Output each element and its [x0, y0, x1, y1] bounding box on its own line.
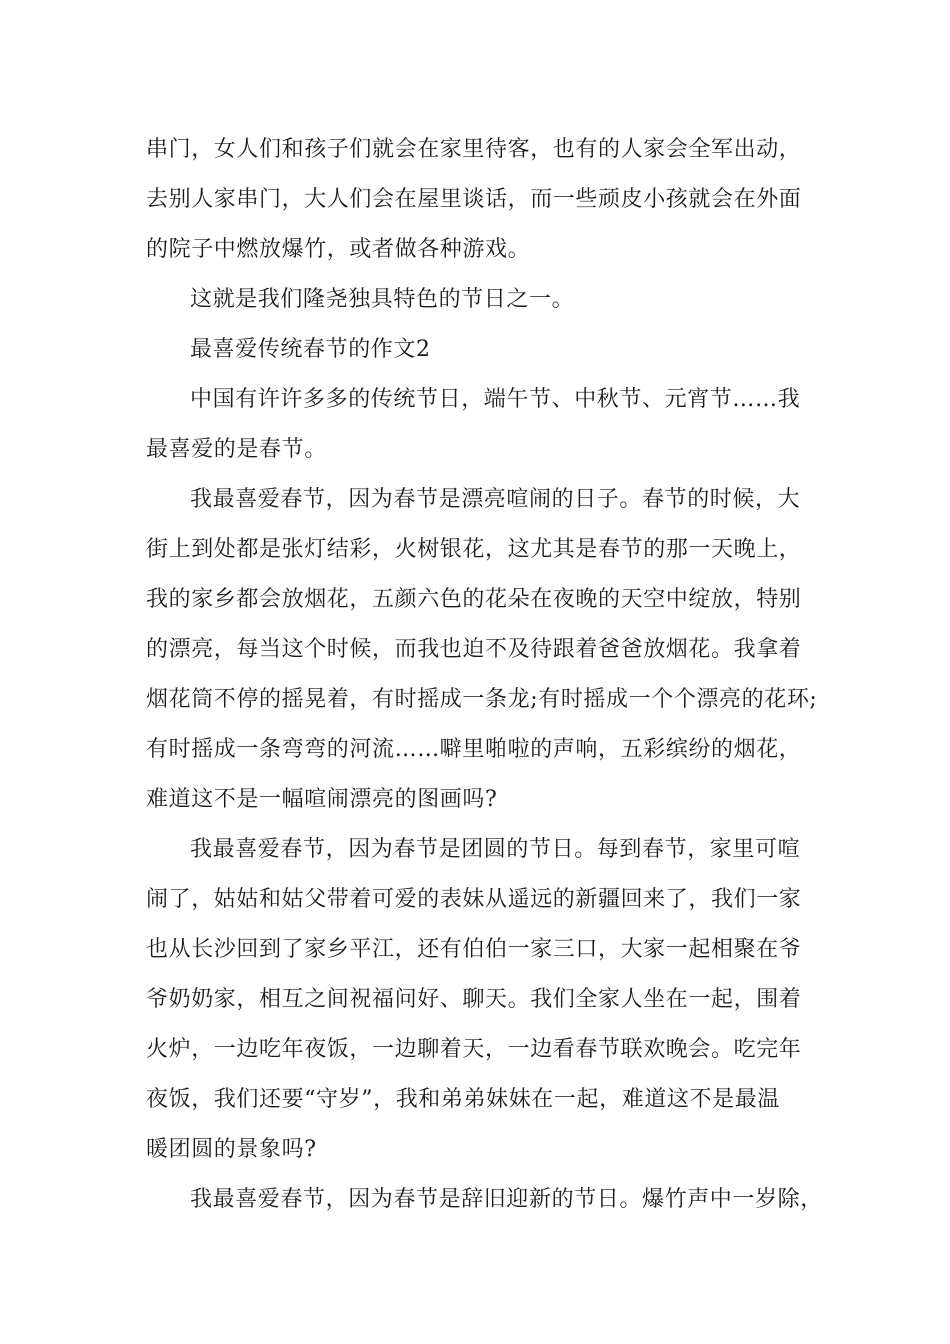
text-line: 夜饭，我们还要“守岁”，我和弟弟妹妹在一起，难道这不是最温 — [146, 1087, 780, 1112]
text-line: 有时摇成一条弯弯的河流……噼里啪啦的声响，五彩缤纷的烟花， — [146, 737, 802, 762]
text-line: 我最喜爱春节，因为春节是漂亮喧闹的日子。春节的时候，大 — [190, 487, 801, 512]
text-line: 爷奶奶家，相互之间祝福问好、聊天。我们全家人坐在一起，围着 — [146, 987, 802, 1012]
text-line: 闹了，姑姑和姑父带着可爱的表妹从遥远的新疆回来了，我们一家 — [146, 887, 802, 912]
text-line: 这就是我们隆尧独具特色的节日之一。 — [190, 287, 575, 312]
text-line: 我的家乡都会放烟花，五颜六色的花朵在夜晚的天空中绽放，特别 — [146, 587, 802, 612]
text-line: 也从长沙回到了家乡平江，还有伯伯一家三口，大家一起相聚在爷 — [146, 937, 802, 962]
text-line: 中国有许许多多的传统节日，端午节、中秋节、元宵节……我 — [190, 387, 801, 412]
text-line: 街上到处都是张灯结彩，火树银花，这尤其是春节的那一天晚上， — [146, 537, 802, 562]
text-line: 难道这不是一幅喧闹漂亮的图画吗? — [146, 787, 498, 812]
text-line: 的漂亮，每当这个时候，而我也迫不及待跟着爸爸放烟花。我拿着 — [146, 637, 802, 662]
section-heading: 最喜爱传统春节的作文2 — [190, 337, 431, 362]
text-line: 暖团圆的景象吗? — [146, 1137, 317, 1162]
text-line: 我最喜爱春节，因为春节是辞旧迎新的节日。爆竹声中一岁除， — [190, 1187, 823, 1212]
text-line: 的院子中燃放爆竹，或者做各种游戏。 — [146, 237, 531, 262]
text-line: 串门，女人们和孩子们就会在家里待客，也有的人家会全军出动， — [146, 137, 802, 162]
text-line: 去别人家串门，大人们会在屋里谈话，而一些顽皮小孩就会在外面 — [146, 187, 802, 212]
text-line: 烟花筒不停的摇晃着，有时摇成一条龙;有时摇成一个个漂亮的花环; — [146, 687, 818, 712]
text-line: 火炉，一边吃年夜饭，一边聊着天，一边看春节联欢晚会。吃完年 — [146, 1037, 802, 1062]
text-line: 我最喜爱春节，因为春节是团圆的节日。每到春节，家里可喧 — [190, 837, 801, 862]
text-line: 最喜爱的是春节。 — [146, 437, 327, 462]
